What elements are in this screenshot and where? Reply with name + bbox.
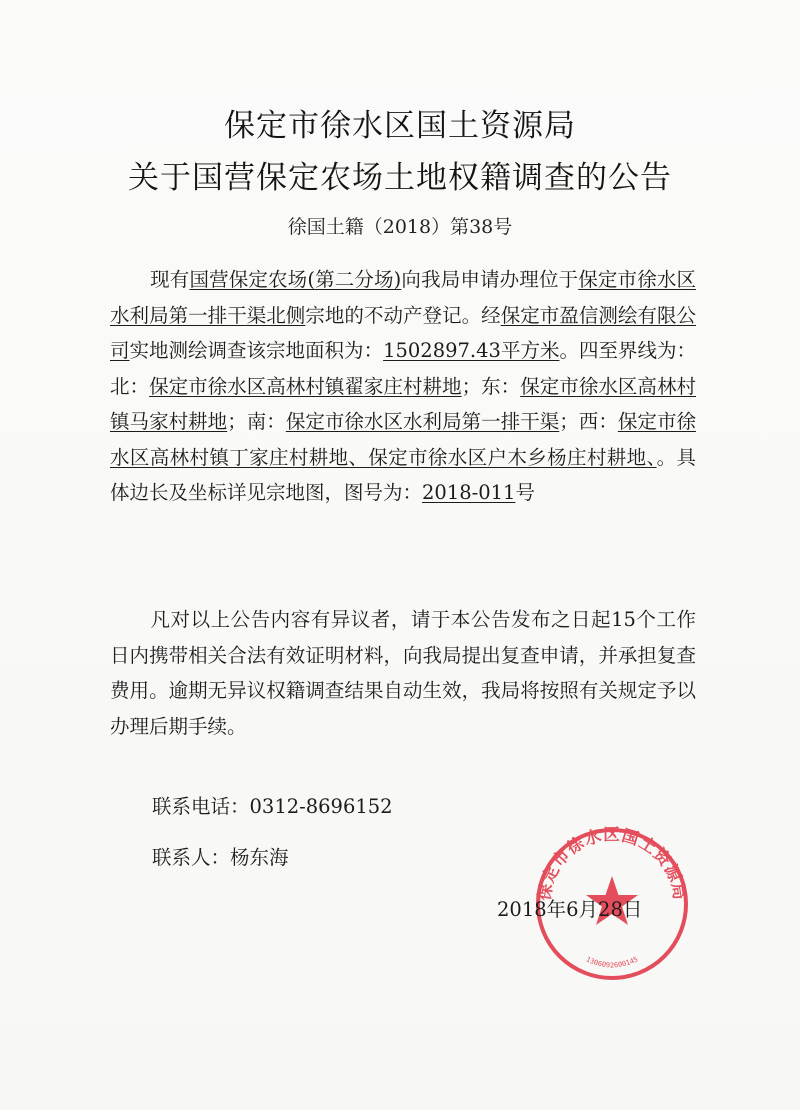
document-number: 徐国土籍（2018）第38号 xyxy=(287,216,513,238)
boundary-west: 保定市徐水区高林村镇丁家庄村耕地、保定市徐水区户木乡杨庄村耕地、 xyxy=(110,410,696,469)
seal-code-arc-text xyxy=(585,955,640,969)
contact-person-line xyxy=(152,842,289,870)
p1-text-9: 。具体边长及坐标详见宗地图，图号为： xyxy=(110,445,696,504)
surveyor-name: 保定市盈信测绘有限公司 xyxy=(110,303,696,362)
boundary-east: 保定市徐水区高林村镇马家村耕地 xyxy=(110,374,696,433)
seal-code: 1306092600145 xyxy=(584,955,640,970)
p1-text-8: ；西： xyxy=(559,410,618,433)
objection-text: 凡对以上公告内容有异议者，请于本公告发布之日起15个工作日内携带相关合法有效证明材料，向我局提出复查申请，并承担复查费用。逾期无异议权籍调查结果自动生效，我局将按照有关规定予以办理后期手续。 xyxy=(110,608,696,738)
p1-text-10: 号 xyxy=(515,481,535,504)
p1-text-1: 现有 xyxy=(150,268,190,291)
contact-person-label: 联系人： xyxy=(152,846,231,869)
announcement-paragraph-2 xyxy=(110,602,696,744)
p1-text-2: 向我局申请办理位于 xyxy=(401,268,579,291)
parcel-area: 1502897.43平方米 xyxy=(383,339,560,362)
boundary-north: 保定市徐水区高林村镇翟家庄村耕地 xyxy=(149,374,462,398)
parcel-location: 保定市徐水区水利局第一排干渠北侧 xyxy=(110,268,696,327)
contact-phone-value: 0312-8696152 xyxy=(249,795,393,818)
document-title-line1: 保定市徐水区国土资源局 xyxy=(224,108,576,144)
contact-phone-label: 联系电话： xyxy=(152,795,250,818)
p1-text-6: ；东： xyxy=(461,374,521,398)
issue-date: 2018年6月28日 xyxy=(497,898,643,921)
p1-text-3: 宗地的不动产登记。经 xyxy=(305,303,501,327)
document-title-line2: 关于国营保定农场土地权籍调查的公告 xyxy=(128,160,672,196)
p1-text-5: 。四至界线为：北： xyxy=(110,339,696,398)
p1-text-4: 实地测绘调查该宗地面积为： xyxy=(129,339,384,362)
contact-person-value: 杨东海 xyxy=(230,846,289,869)
p1-text-7: ；南： xyxy=(227,410,286,433)
boundary-south: 保定市徐水区水利局第一排干渠 xyxy=(285,410,560,433)
seal-text: 保定市徐水区国土资源局 xyxy=(534,825,690,902)
applicant-name: 国营保定农场(第二分场) xyxy=(189,268,402,291)
map-number: 2018-011 xyxy=(422,481,516,504)
announcement-paragraph-1 xyxy=(110,262,696,511)
contact-phone-line xyxy=(152,791,393,819)
